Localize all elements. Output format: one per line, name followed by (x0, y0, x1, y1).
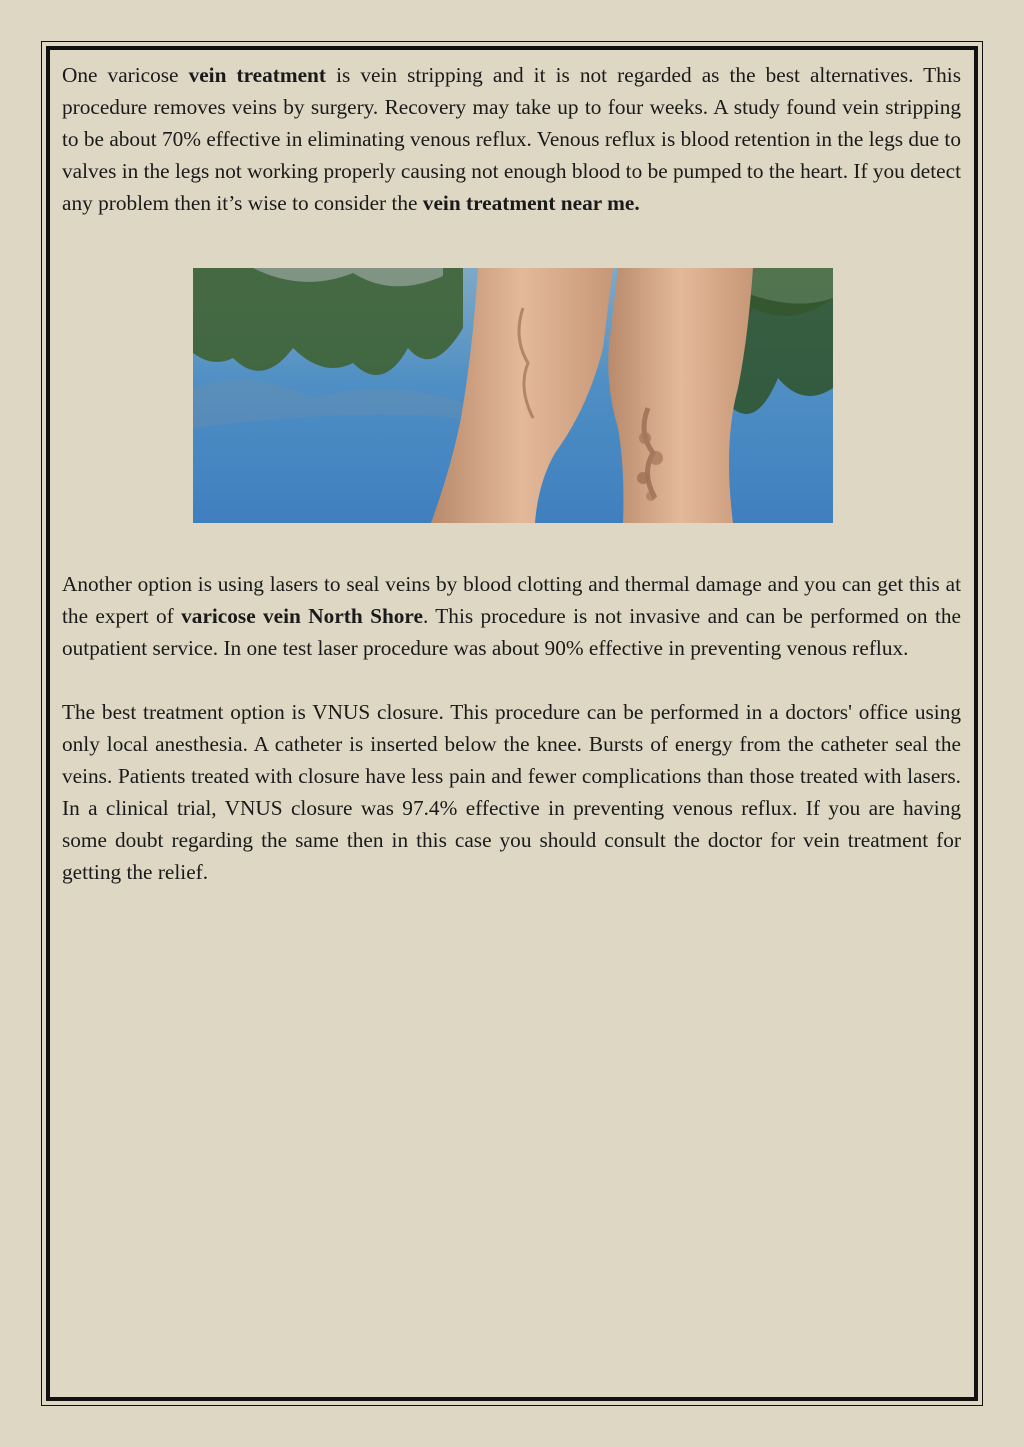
bold-keyword-varicose-vein-north-shore: varicose vein North Shore (181, 604, 423, 628)
bold-keyword-vein-treatment-near-me: vein treatment near me. (422, 191, 640, 215)
paragraph-laser-option (62, 568, 961, 664)
text-run: . This procedure is not invasive and can be performed on the outpatient service. In one test laser procedure was about 90% effective in preventing venous reflux. (62, 604, 961, 660)
paragraph-vnus-closure (62, 696, 961, 888)
text-run: The best treatment option is VNUS closure. This procedure can be performed in a doctors' office using only local anesthesia. A catheter is inserted below the knee. Bursts of energy from the catheter seal the veins. Patients treated with closure have less pain and fewer complications than those treated with lasers. In a clinical trial, VNUS closure was 97.4% effective in preventing venous reflux. If you are having some doubt regarding the same then in this case you should consult the doctor for vein treatment for getting the relief. (62, 700, 961, 884)
bold-keyword-vein-treatment: vein treatment (188, 63, 326, 87)
text-run: One varicose (62, 63, 189, 87)
document-body (62, 59, 961, 888)
text-run: Another option is using lasers to seal veins by blood clotting and thermal damage and you can get this at the expert of (62, 572, 961, 628)
text-run: is vein stripping and it is not regarded as the best alternatives. This procedure removes veins by surgery. Recovery may take up to four weeks. A study found vein stripping to be about 70% effective in eliminating venous reflux. Venous reflux is blood retention in the legs due to valves in the legs not working properly causing not enough blood to be pumped to the heart. If you detect any problem then it’s wise to consider the (62, 63, 961, 215)
varicose-veins-legs-photo (193, 268, 833, 523)
paragraph-vein-stripping (62, 59, 961, 219)
